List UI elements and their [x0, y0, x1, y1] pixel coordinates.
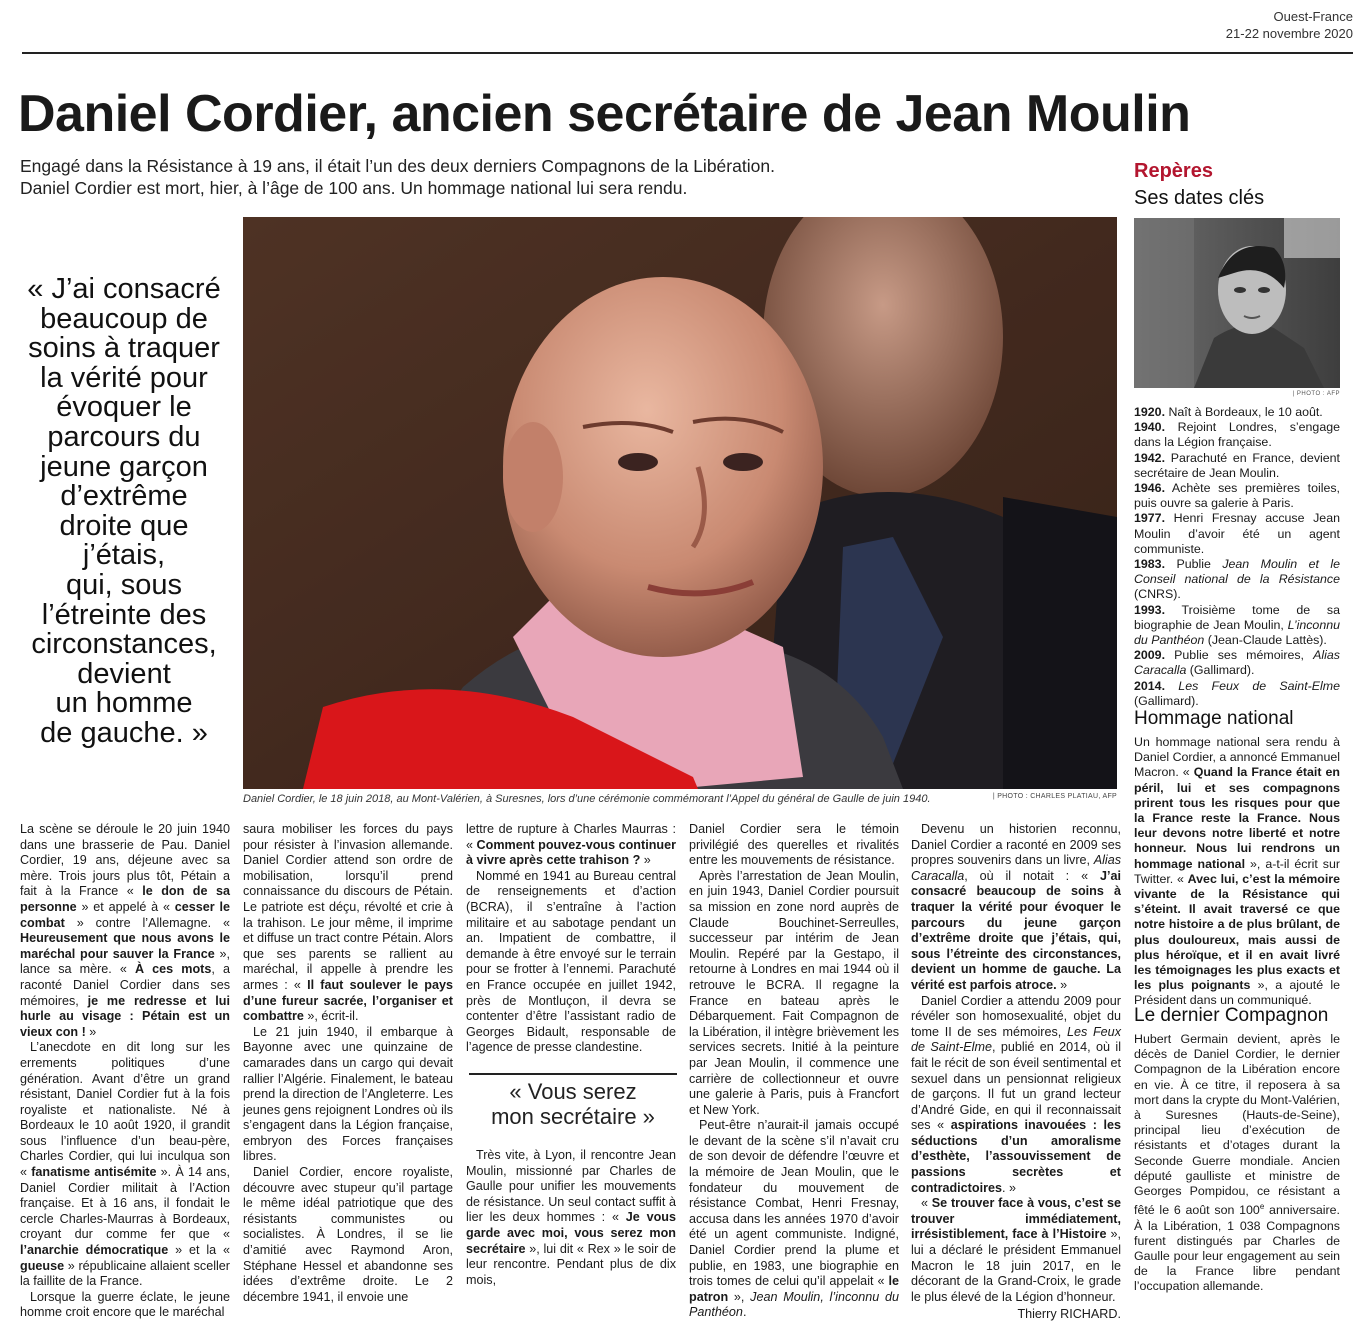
- pull-quote-line: parcours du: [47, 420, 201, 453]
- article-column-1: [20, 822, 230, 1321]
- pull-quote-line: soins à traquer: [28, 332, 220, 365]
- publication-name: Ouest-France: [1273, 9, 1353, 24]
- paragraph: Devenu un historien reconnu, Daniel Cordier a raconté en 2009 ses propres souvenirs dans un livre, Alias Caracalla, où il notait : « J’ai consacré beaucoup de soins à traquer la vérité pour évoquer le parcours du jeune garçon d’extrême droite que j’étais, qui, sous l’étreinte des circonstances, devient un homme de gauche. La vérité est parfois atroce. »: [911, 822, 1121, 992]
- pull-quote-line: qui, sous: [65, 568, 183, 601]
- standfirst-line-1: Engagé dans la Résistance à 19 ans, il était l’un des deux derniers Compagnons de la Libération.: [20, 156, 775, 176]
- pull-quote-line: j’étais,: [82, 539, 166, 572]
- subheading-vous-serez: « Vous serez mon secrétaire »: [469, 1073, 677, 1129]
- photo-caption: [243, 793, 1117, 805]
- photo-credit: | PHOTO : CHARLES PLATIAU, AFP: [992, 793, 1117, 800]
- pull-quote-line: la vérité pour: [40, 361, 208, 394]
- publication-date: 21-22 novembre 2020: [1225, 26, 1353, 41]
- small-photo-credit: | PHOTO : AFP: [1292, 391, 1340, 397]
- pull-quote-line: circonstances,: [31, 628, 217, 661]
- paragraph: Daniel Cordier sera le témoin privilégié des querelles et rivalités entre les mouvements de résistance.: [689, 822, 899, 868]
- article-column-5: [911, 822, 1121, 1323]
- pull-quote-line: l’étreinte des: [41, 598, 207, 631]
- pull-quote-line: droite que: [59, 509, 189, 542]
- timeline-entry: 1946. Achète ses premières toiles, puis ouvre sa galerie à Paris.: [1134, 481, 1340, 511]
- paragraph: Daniel Cordier a attendu 2009 pour révéler son homosexualité, objet du tome II de ses mémoires, Les Feux de Saint-Elme, publié en 2014, où il fait le récit de son éveil sentimental et sexuel dans un pensionnat religieux de garçons. Il fut un grand lecteur d’André Gide, en qui il reconnaissait ses « aspirations inavouées : les séductions d’un amoralisme d’esthète, l’assouvissement de passions secrètes et contradictoires. »: [911, 993, 1122, 1195]
- hommage-heading: Hommage national: [1134, 708, 1294, 729]
- compagnon-heading: Le dernier Compagnon: [1134, 1005, 1329, 1026]
- article-column-2: [243, 822, 453, 1305]
- timeline-entry: 1942. Parachuté en France, devient secrétaire de Jean Moulin.: [1134, 450, 1340, 480]
- paragraph: lettre de rupture à Charles Maurras : « Comment pouvez-vous continuer à vivre après cette trahison ? »: [466, 822, 676, 868]
- pull-quote-line: beaucoup de: [40, 302, 208, 335]
- hommage-text: [1134, 735, 1340, 1009]
- pull-quote-line: jeune garçon: [40, 450, 208, 483]
- sidebar-dates-title: Ses dates clés: [1134, 187, 1265, 209]
- standfirst-line-2: Daniel Cordier est mort, hier, à l’âge de 100 ans. Un hommage national lui sera rendu.: [20, 178, 688, 198]
- paragraph: L’anecdote en dit long sur les errements politiques d’une génération. Avant d’être un grand résistant, Daniel Cordier fut à la fois royaliste et nationaliste. Né à Bordeaux le 10 août 1920, il grandit sous l’influence d’un beau-père, Charles Cordier, qui lui inculqua son « fanatisme antisémite ». À 14 ans, Daniel Cordier militait à l’Action française. Et à 16 ans, il fondait le cercle Charles-Maurras à Bordeaux, croyant dur comme fer que « l’anarchie démocratique » et la « gueuse » républicaine allaient sceller la faillite de la France.: [20, 1040, 230, 1289]
- timeline-list: [1134, 405, 1340, 709]
- timeline-entry: 1977. Henri Fresnay accuse Jean Moulin d’avoir été un agent communiste.: [1134, 511, 1340, 556]
- masthead: [1226, 8, 1353, 42]
- timeline-entry: 2014. Les Feux de Saint-Elme (Gallimard).: [1134, 678, 1341, 708]
- paragraph: Daniel Cordier, encore royaliste, découvre avec stupeur qu’il partage le même idéal patriotique que des résistants communistes ou socialistes. À Londres, il se lie d’amitié avec Raymond Aron, Stéphane Hessel et abandonne ses idées d’extrême droite. Le 2 décembre 1941, il envoie une: [243, 1165, 453, 1304]
- pull-quote-line: un homme: [55, 687, 193, 720]
- paragraph: Hubert Germain devient, après le décès de Daniel Cordier, le dernier Compagnon de la Libération encore en vie. À ce titre, il reposera à sa mort dans la crypte du Mont-Valérien, à Suresnes (Hauts-de-Seine), principal lieu d’exécution de résistants et d’otages durant la Seconde Guerre mondiale. Ancien député gaulliste et ministre de Georges Pompidou, ce résistant a fêté le 6 août son 100e anniversaire. À la Libération, 1 038 Compagnons furent distingués par Charles de Gaulle pour leur engagement au sein de la France libre pendant l’occupation allemande.: [1134, 1032, 1340, 1294]
- paragraph: Après l’arrestation de Jean Moulin, en juin 1943, Daniel Cordier poursuit sa mission en zone nord auprès de Claude Bouchinet-Serreulles, successeur par intérim de Jean Moulin. Repéré par la Gestapo, il retourne à Londres en mai 1944 où il retrouve le BCRA. Il regagne la France en bateau après le Débarquement. Fait Compagnon de la Libération, il intègre brièvement les services secrets. Initié à la peinture par Jean Moulin, il commence une carrière de collectionneur et ouvre une galerie à Paris, puis à Francfort et New York.: [689, 868, 899, 1117]
- compagnon-text: [1134, 1032, 1340, 1295]
- pull-quote-line: devient: [77, 657, 171, 690]
- paragraph: La scène se déroule le 20 juin 1940 dans une brasserie de Pau. Daniel Cordier, 19 ans, déjeune avec sa mère. Trois jours plus tôt, Pétain a fait à la France « le don de sa personne » et appelé à « cesser le combat » contre l’Allemagne. « Heureusement que nous avons le maréchal pour sauver la France », lance sa mère. « À ces mots, a raconté Daniel Cordier dans ses mémoires, je me redresse et lui hurle au visage : Pétain est un vieux con ! »: [20, 822, 231, 1039]
- young-cordier-photo: [1134, 218, 1340, 388]
- paragraph: Très vite, à Lyon, il rencontre Jean Moulin, missionné par Charles de Gaulle pour unifier les mouvements de résistance. Un seul contact suffit à lier les deux hommes : « Je vous garde avec moi, vous serez mon secrétaire », lui dit « Rex » le soir de leur rencontre. Pendant plus de dix mois,: [466, 1148, 676, 1287]
- timeline-entry: 1993. Troisième tome de sa biographie de Jean Moulin, L’inconnu du Panthéon (Jean-Claude Lattès).: [1134, 602, 1340, 648]
- paragraph: Peut-être n’aurait-il jamais occupé le devant de la scène s’il n’avait cru de son devoir de défendre l’œuvre et la mémoire de Jean Moulin, que le fondateur du mouvement de résistance Combat, Henri Fresnay, accusa dans les années 1970 d’avoir été un agent communiste. Indigné, Daniel Cordier prend la plume et publie, en 1983, une biographie en trois tomes de celui qu’il appelait « le patron », Jean Moulin, l’inconnu du Panthéon.: [689, 1118, 899, 1320]
- article-column-3-continued: [466, 1148, 676, 1288]
- main-photo: [243, 217, 1117, 789]
- pull-quote: [14, 275, 234, 749]
- sidebar-kicker: Repères: [1134, 160, 1213, 182]
- paragraph: « Se trouver face à vous, c’est se trouver immédiatement, irrésistiblement, face à l’Histoire », lui a déclaré le président Emmanuel Macron le 18 juin 2017, en le décorant de la Grand-Croix, le grade le plus élevé de la Légion d’honneur.: [911, 1196, 1121, 1304]
- pull-quote-line: de gauche. »: [40, 716, 208, 749]
- paragraph: saura mobiliser les forces du pays pour résister à l’invasion allemande. Daniel Cordier attend son ordre de mobilisation, lorsqu’il prend connaissance du discours de Pétain. Le patriote est déçu, révolté et crie à la trahison. Le jour même, il imprime et diffuse un tract contre Pétain. Alors que ses parents se rallient au maréchal, il appelle à prendre les armes : « Il faut soulever le pays d’une fureur sacrée, l’organiser et combattre », écrit-il.: [243, 822, 453, 1024]
- caption-text: Daniel Cordier, le 18 juin 2018, au Mont-Valérien, à Suresnes, lors d’une cérémonie commémorant l’Appel du général de Gaulle de juin 1940.: [243, 793, 931, 805]
- paragraph: Lorsque la guerre éclate, le jeune homme croit encore que le maréchal: [20, 1289, 230, 1320]
- timeline-entry: 2009. Publie ses mémoires, Alias Caracalla (Gallimard).: [1134, 648, 1340, 678]
- headline: Daniel Cordier, ancien secrétaire de Jean Moulin: [18, 85, 1191, 143]
- paragraph: Un hommage national sera rendu à Daniel Cordier, a annoncé Emmanuel Macron. « Quand la France était en péril, lui et ses compagnons prirent tous les risques pour que la France reste la France. Nous leur devons notre liberté et notre honneur. Nous lui rendrons un hommage national », a-t-il écrit sur Twitter. « Avec lui, c’est la mémoire vivante de la Résistance qui s’éteint. Il avait traversé ce que notre histoire a de plus brûlant, de plus douloureux, mais aussi de plus héroïque, et il en avait livré les témoignages les plus exacts et les plus poignants », a ajouté le Président dans un communiqué.: [1134, 735, 1340, 1008]
- pull-quote-line: « J’ai consacré: [27, 273, 221, 305]
- timeline-entry: 1920. Naît à Bordeaux, le 10 août.: [1134, 405, 1323, 419]
- author-signature: Thierry RICHARD.: [1017, 1307, 1121, 1322]
- pull-quote-line: évoquer le: [56, 391, 192, 424]
- top-divider: [22, 52, 1353, 54]
- paragraph: Nommé en 1941 au Bureau central de renseignements et d’action (BCRA), il s’entraîne à l’action militaire et au sabotage pendant un an. Impatient de combattre, il demande à être envoyé sur le terrain pour se frotter à l’ennemi. Parachuté en France occupée en juillet 1942, près de Montluçon, il devra se contenter d’être l’assistant radio de Georges Bidault, responsable de l’agence de presse clandestine.: [466, 868, 676, 1055]
- timeline-entry: 1983. Publie Jean Moulin et le Conseil national de la Résistance (CNRS).: [1134, 557, 1340, 602]
- paragraph: Le 21 juin 1940, il embarque à Bayonne avec une quinzaine de camarades dans un cargo qui devait rallier l’Algérie. Finalement, le bateau prend la direction de l’Angleterre. Les jeunes gens rejoignent Londres où ils s’engagent dans la Légion française, embryon des Forces françaises libres.: [243, 1024, 453, 1164]
- article-column-3: [466, 822, 676, 1056]
- article-column-4: [689, 822, 899, 1321]
- timeline-entry: 1940. Rejoint Londres, s’engage dans la Légion française.: [1134, 420, 1340, 450]
- pull-quote-line: d’extrême: [60, 480, 188, 513]
